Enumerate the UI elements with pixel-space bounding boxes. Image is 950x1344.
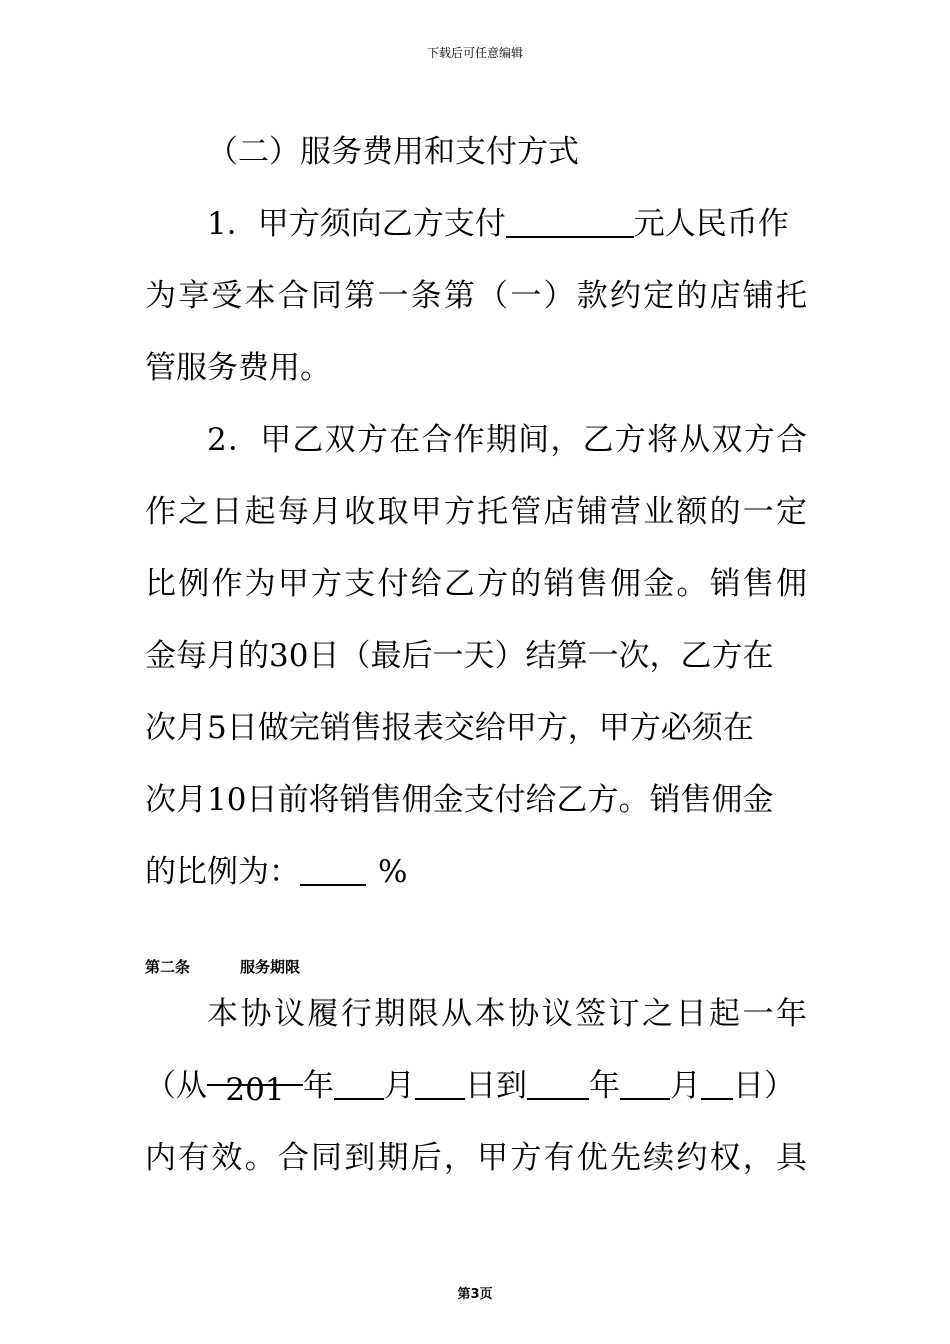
from-open: （从 — [145, 1068, 207, 1104]
section-heading: （二）服务费用和支付方式 — [207, 134, 579, 170]
section-body — [145, 116, 807, 908]
fee-amount-blank — [506, 206, 634, 238]
commission-prefix: 的比例为： — [145, 854, 300, 890]
percent-sign: % — [378, 854, 408, 890]
year-label: 年 — [303, 1068, 334, 1104]
item1-line2: 为享受本合同第一条第（一）款约定的店铺托 — [145, 278, 807, 314]
year2-label: 年 — [589, 1068, 620, 1104]
item2-line3: 比例作为甲方支付给乙方的销售佣金。销售佣 — [145, 566, 807, 602]
month2-label: 月 — [670, 1068, 701, 1104]
commission-rate-blank — [300, 854, 366, 886]
item1-line3: 管服务费用。 — [145, 350, 331, 386]
end-year-blank — [527, 1068, 589, 1100]
article-number: 第二条 — [145, 958, 191, 976]
item1-line1 — [145, 188, 807, 260]
end-day-blank — [701, 1068, 733, 1100]
month-label: 月 — [384, 1068, 415, 1104]
item2-line7 — [145, 836, 807, 908]
item2-line5: 次月5日做完销售报表交给甲方，甲方必须在 — [145, 710, 754, 746]
start-month-blank — [334, 1068, 384, 1100]
article-line2 — [145, 1050, 807, 1122]
item1-suffix: 元人民币作 — [633, 206, 789, 242]
item1-prefix: 1．甲方须向乙方支付 — [207, 206, 506, 242]
end-month-blank — [620, 1068, 670, 1100]
item2-line2: 作之日起每月收取甲方托管店铺营业额的一定 — [145, 494, 807, 530]
page-header: 下载后可任意编辑 — [426, 46, 523, 60]
article-title: 服务期限 — [240, 958, 301, 976]
article-line1: 本协议履行期限从本协议签订之日起一年 — [207, 996, 807, 1032]
item2-line1: 2．甲乙双方在合作期间，乙方将从双方合 — [207, 422, 807, 458]
article-body — [145, 978, 807, 1194]
article-line3: 内有效。合同到期后，甲方有优先续约权，具 — [145, 1140, 807, 1176]
item2-line6: 次月10日前将销售佣金支付给乙方。销售佣金 — [145, 782, 774, 818]
page-number: 第3页 — [457, 1287, 493, 1302]
day-close-label: 日） — [733, 1068, 795, 1104]
item2-line4: 金每月的30日（最后一天）结算一次，乙方在 — [145, 638, 774, 674]
start-day-blank — [415, 1068, 465, 1100]
day-to-label: 日到 — [465, 1068, 527, 1104]
article-heading — [145, 956, 300, 977]
start-year-blank: 201 — [207, 1054, 303, 1086]
